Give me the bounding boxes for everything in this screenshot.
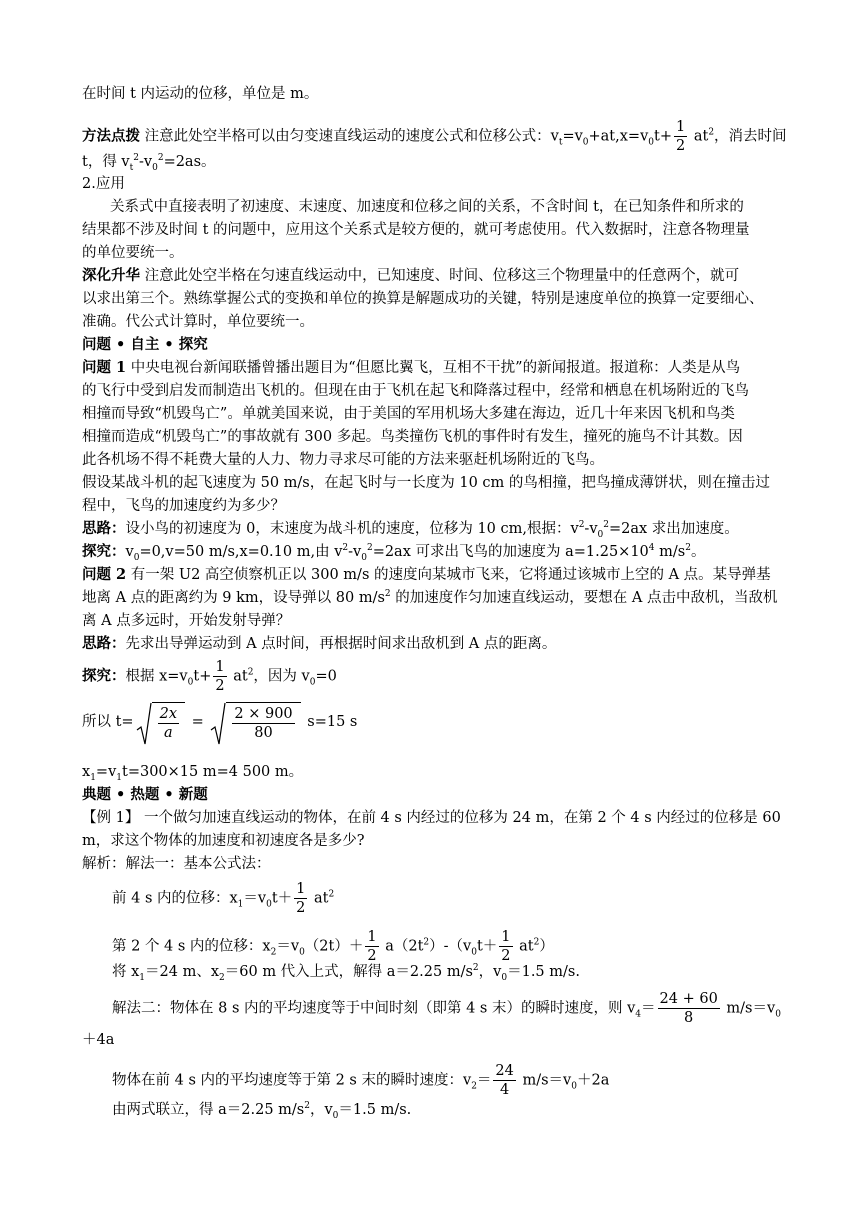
formula-line: 第 2 个 4 s 内的位移：$x_2=v_0(2t)+$ $\frac{1}{2}$ $a(2t^2)-(v_0t+$ $\frac{1}{2}$ $at^2$） [112,929,554,964]
formula-line: 物体在前 4 s 内的平均速度等于第 2 s 末的瞬时速度：$v_2=$ $\frac{24}{4}$ $m/s=v_0+2a$ [112,1063,610,1098]
formula-line: 前 4 s 内的位移：$x_1=v_0t+$ $\frac{1}{2}$ $at^2$ [112,881,335,916]
formula-line: 将 $x_1=24$ m、$x_2=60$ m 代入上式，解得 a＝2.25 $m/s^2$，$v_0=1.5$ m/s. [112,963,580,983]
question-2-line: 问题 2 有一架 U2 高空侦察机正以 300 m/s 的速度向某城市飞来，它将通过该城市上空的 A 点。某导弹基 [82,566,771,583]
section-heading: 问题 • 自主 • 探究 [82,336,208,353]
text-line: $x_1=v_1t=300\times 15$ m=4 500 m。 [82,764,304,783]
method-tip-line: 方法点拨 注意此处空半格可以由匀变速直线运动的速度公式和位移公式：$v_t=v_0+at,x=v_0t+$ $\frac{1}{2}$ $at^2$，消去时间 [82,119,787,154]
section-heading: 典题 • 热题 • 新题 [82,786,208,803]
text-line: t，得 $v_t^2-v_0^2=2as$。 [82,153,216,173]
formula-line: 由两式联立，得 a＝2.25 $m/s^2$，$v_0=1.5$ m/s. [112,1101,412,1121]
fraction-half: $\frac{1}{2}$ [367,929,377,964]
paragraph-line: 结果都不涉及时间 t 的问题中，应用这个关系式是较方便的，就可考虑使用。代入数据时，注意各物理量 [82,222,750,238]
example-1-line: 【例 1】 一个做匀加速直线运动的物体，在前 4 s 内经过的位移为 24 m，在第 2 个 4 s 内经过的位移是 60 [82,810,781,826]
sqrt-2x-over-a: $\frac{2x}{a}$ [136,702,185,742]
question-1-line: 问题 1 中央电视台新闻联播曾播出题目为“但愿比翼飞，互相不干扰”的新闻报道。报道称：人类是从鸟 [82,359,741,376]
formula-line: ＋4a [82,1032,115,1048]
paragraph-line: 相撞而造成“机毁鸟亡”的事故就有 300 多起。鸟类撞伤飞机的事件时有发生，撞死的施鸟不计其数。因 [82,429,743,445]
fraction-half: $\frac{1}{2}$ [501,929,511,964]
fraction-half: $\frac{1}{2}$ [215,659,225,694]
formula-line: 解法二：物体在 8 s 内的平均速度等于中间时刻（即第 4 s 末）的瞬时速度，则 $v_4=$ $\frac{24 + 60}{8}$ $m/s=v_0$ [112,991,781,1026]
paragraph-line: 的飞行中受到启发而制造出飞机的。但现在由于飞机在起飞和降落过程中，经常和栖息在机场附近的飞鸟 [82,383,749,399]
fraction-half: $\frac{1}{2}$ [296,881,306,916]
deepen-line: 深化升华 注意此处空半格在匀速直线运动中，已知速度、时间、位移这三个物理量中的任意两个，就可 [82,267,740,284]
paragraph-line: 准确。代公式计算时，单位要统一。 [82,314,314,330]
fraction-avg-8s: $\frac{24 + 60}{8}$ [659,991,718,1026]
paragraph-line: 此各机场不得不耗费大量的人力、物力寻求尽可能的方法来驱赶机场附近的飞鸟。 [82,452,604,468]
paragraph-line: 相撞而导致“机毁鸟亡”。单就美国来说，由于美国的军用机场大多建在海边，近几十年来因飞机和鸟类 [82,406,735,422]
paragraph-line: 以求出第三个。熟练掌握公式的变换和单位的换算是解题成功的关键，特别是速度单位的换算一定要细心、 [82,291,764,307]
idea-line: 思路：先求出导弹运动到 A 点时间，再根据时间求出敌机到 A 点的距离。 [82,635,557,652]
sqrt-formula-line: 所以 t= $\frac{2x}{a}$ = $\frac{2 \times 900}{80}$ s=15 s [82,702,778,742]
paragraph-line: m，求这个物体的加速度和初速度各是多少? [82,833,365,849]
idea-line: 思路：设小鸟的初速度为 0，末速度为战斗机的速度，位移为 10 cm,根据：$v^2-v_0^2=2ax$ 求出加速度。 [82,520,739,540]
paragraph-line: 假设某战斗机的起飞速度为 50 m/s，在起飞时与一长度为 10 cm 的鸟相撞，把鸟撞成薄饼状，则在撞击过 [82,475,770,491]
section-heading: 2.应用 [82,176,125,192]
paragraph-line: 的单位要统一。 [82,245,184,261]
paragraph-line: 关系式中直接表明了初速度、末速度、加速度和位移之间的关系，不含时间 t，在已知条件和所求的 [110,199,744,215]
fraction-half: $\frac{1}{2}$ [675,119,686,154]
paragraph-line: 地离 A 点的距离约为 9 km，设导弹以 80 $m/s^2$ 的加速度作匀加速直线运动，要想在 A 点击中敌机，当敌机 [82,589,778,606]
fraction-avg-4s: $\frac{24}{4}$ [495,1063,514,1098]
sqrt-numeric: $\frac{2 \times 900}{80}$ [210,702,300,742]
text-line: 在时间 t 内运动的位移，单位是 m。 [82,86,319,102]
paragraph-line: 离 A 点多远时，开始发射导弹？ [82,613,291,629]
paragraph-line: 程中，飞鸟的加速度约为多少？ [82,498,285,514]
explore-line: 探究：根据 $x=v_0t+$ $\frac{1}{2}$ $at^2$，因为 $v_0=0$ [82,659,337,694]
solution-line: 解析：解法一：基本公式法： [82,856,271,872]
explore-line: 探究：$v_0=0,v=50$ m/s,x=0.10 m,由 $v^2-v_0^2=2ax$ 可求出飞鸟的加速度为 $a=1.25\times 10^4$ $m/s^2$。 [82,543,706,563]
